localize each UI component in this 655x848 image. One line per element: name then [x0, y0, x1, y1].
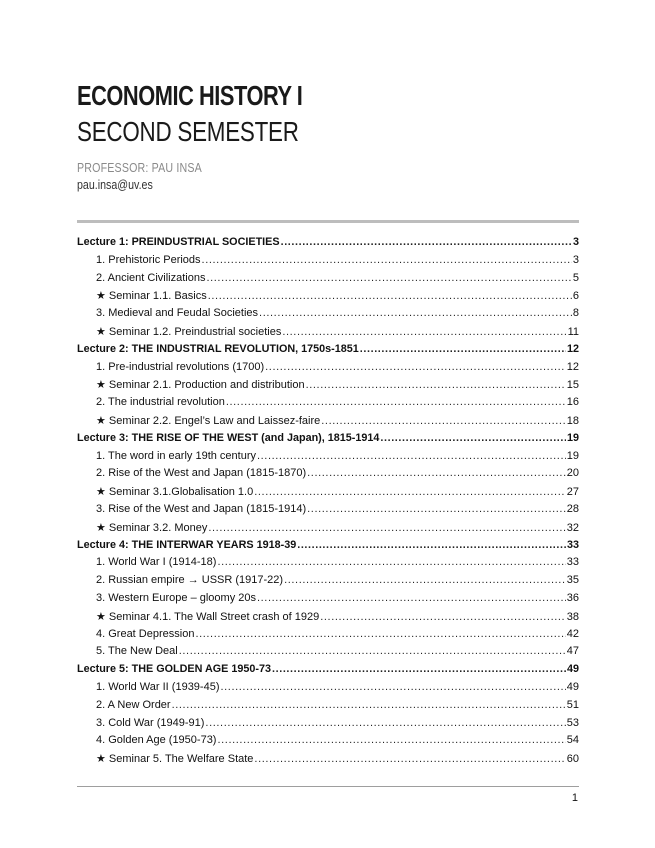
toc-entry[interactable] — [77, 289, 579, 307]
toc-entry-label: ★ Seminar 1.2. Preindustrial societies — [96, 325, 282, 338]
dot-leader — [205, 717, 565, 729]
dot-leader — [307, 467, 566, 479]
toc-entry-page: 8 — [572, 307, 579, 320]
dot-leader — [217, 556, 565, 568]
toc-entry-label: 2. Russian empire → USSR (1917-22) — [96, 574, 284, 587]
toc-entry-label: 4. Golden Age (1950-73) — [96, 734, 217, 747]
toc-entry-page: 38 — [566, 610, 579, 623]
toc-entry-label: ★ Seminar 5. The Welfare State — [96, 753, 254, 766]
toc-entry-label: ★ Seminar 3.2. Money — [96, 521, 208, 534]
title-block — [77, 78, 582, 192]
toc-entry-label: Lecture 3: THE RISE OF THE WEST (and Japan), 1815-1914 — [77, 431, 380, 444]
dot-leader — [226, 396, 566, 408]
toc-entry-page: 33 — [566, 556, 579, 569]
toc-entry-page: 36 — [566, 591, 579, 604]
dot-leader — [254, 486, 566, 498]
toc-entry[interactable] — [77, 699, 579, 717]
toc-entry-label: ★ Seminar 2.1. Production and distribution — [96, 379, 305, 392]
toc-entry[interactable] — [77, 361, 579, 379]
toc-entry-page: 33 — [566, 538, 579, 551]
toc-entry-label: 3. Medieval and Feudal Societies — [96, 307, 259, 320]
dot-leader — [307, 503, 566, 515]
toc-entry[interactable] — [77, 307, 579, 325]
dot-leader — [217, 734, 565, 746]
toc-entry-page: 18 — [566, 414, 579, 427]
dot-leader — [281, 236, 572, 248]
toc-entry[interactable] — [77, 610, 579, 628]
toc-entry-label: 1. World War I (1914-18) — [96, 556, 217, 569]
toc-entry-page: 47 — [566, 645, 579, 658]
toc-entry-label: 1. Prehistoric Periods — [96, 253, 201, 266]
toc-entry-label: 5. The New Deal — [96, 645, 178, 658]
dot-leader — [257, 592, 566, 604]
toc-entry-page: 49 — [566, 680, 579, 693]
toc-entry-page: 15 — [566, 379, 579, 392]
toc-entry-page: 5 — [572, 271, 579, 284]
toc-lecture-entry[interactable] — [77, 539, 579, 557]
toc-entry-label: 1. Pre-industrial revolutions (1700) — [96, 360, 265, 373]
professor-line: PROFESSOR: PAU INSA — [77, 160, 202, 175]
toc-entry[interactable] — [77, 574, 579, 592]
dot-leader — [282, 326, 566, 338]
toc-entry-page: 20 — [566, 467, 579, 480]
toc-entry[interactable] — [77, 645, 579, 663]
toc-entry-page: 19 — [566, 449, 579, 462]
page-number: 1 — [571, 792, 578, 804]
dot-leader — [284, 574, 566, 586]
document-title: ECONOMIC HISTORY I — [77, 80, 303, 111]
dot-leader — [206, 272, 571, 284]
dot-leader — [297, 539, 566, 551]
toc-entry-label: 3. Rise of the West and Japan (1815-1914) — [96, 502, 307, 515]
toc-entry-label: 2. Ancient Civilizations — [96, 271, 206, 284]
toc-entry-page: 53 — [566, 716, 579, 729]
toc-entry-label: ★ Seminar 3.1.Globalisation 1.0 — [96, 486, 254, 499]
table-of-contents — [77, 236, 579, 770]
toc-entry-label: 1. World War II (1939-45) — [96, 680, 220, 693]
toc-entry[interactable] — [77, 717, 579, 735]
toc-entry[interactable] — [77, 396, 579, 414]
dot-leader — [208, 522, 565, 534]
toc-entry-page: 49 — [566, 663, 579, 676]
dot-leader — [259, 307, 572, 319]
dot-leader — [265, 361, 566, 373]
toc-entry-label: ★ Seminar 2.2. Engel’s Law and Laissez-faire — [96, 414, 321, 427]
toc-entry-page: 6 — [572, 290, 579, 303]
toc-entry-page: 16 — [566, 396, 579, 409]
dot-leader — [321, 415, 565, 427]
toc-entry-page: 28 — [566, 502, 579, 515]
toc-entry-label: ★ Seminar 4.1. The Wall Street crash of 1929 — [96, 610, 320, 623]
toc-entry-label: 4. Great Depression — [96, 627, 195, 640]
toc-entry[interactable] — [77, 592, 579, 610]
dot-leader — [221, 681, 566, 693]
toc-entry[interactable] — [77, 450, 579, 468]
document-subtitle: SECOND SEMESTER — [77, 116, 299, 147]
toc-entry-label: ★ Seminar 1.1. Basics — [96, 290, 207, 303]
toc-lecture-entry[interactable] — [77, 343, 579, 361]
toc-entry-page: 32 — [566, 521, 579, 534]
dot-leader — [306, 379, 566, 391]
toc-entry-label: 3. Cold War (1949-91) — [96, 716, 205, 729]
toc-entry[interactable] — [77, 556, 579, 574]
toc-entry[interactable] — [77, 325, 579, 343]
toc-entry-page: 51 — [566, 698, 579, 711]
dot-leader — [179, 645, 566, 657]
toc-entry[interactable] — [77, 628, 579, 646]
toc-entry[interactable] — [77, 503, 579, 521]
toc-entry-page: 42 — [566, 627, 579, 640]
toc-entry-label: Lecture 2: THE INDUSTRIAL REVOLUTION, 1750s-1851 — [77, 342, 359, 355]
toc-lecture-entry[interactable] — [77, 663, 579, 681]
dot-leader — [172, 699, 566, 711]
footer-divider — [77, 786, 579, 787]
toc-entry[interactable] — [77, 681, 579, 699]
professor-email: pau.insa@uv.es — [77, 177, 153, 192]
toc-entry[interactable] — [77, 734, 579, 752]
dot-leader — [360, 343, 566, 355]
dot-leader — [254, 753, 565, 765]
toc-entry[interactable] — [77, 378, 579, 396]
dot-leader — [257, 450, 566, 462]
toc-entry-label: 3. Western Europe – gloomy 20s — [96, 591, 256, 604]
toc-entry-label: Lecture 5: THE GOLDEN AGE 1950-73 — [77, 663, 272, 676]
toc-entry-page: 35 — [566, 574, 579, 587]
dot-leader — [380, 432, 566, 444]
toc-entry[interactable] — [77, 521, 579, 539]
toc-entry-page: 54 — [566, 734, 579, 747]
dot-leader — [272, 663, 566, 675]
dot-leader — [208, 290, 572, 302]
toc-entry[interactable] — [77, 485, 579, 503]
toc-entry[interactable] — [77, 272, 579, 290]
dot-leader — [320, 611, 566, 623]
toc-entry-label: 2. A New Order — [96, 698, 171, 711]
toc-entry[interactable] — [77, 467, 579, 485]
toc-entry-page: 12 — [566, 360, 579, 373]
toc-lecture-entry[interactable] — [77, 432, 579, 450]
toc-entry-page: 19 — [566, 431, 579, 444]
toc-entry-label: 1. The word in early 19th century — [96, 449, 256, 462]
toc-entry-page: 12 — [566, 342, 579, 355]
dot-leader — [202, 254, 572, 266]
toc-lecture-entry[interactable] — [77, 236, 579, 254]
toc-entry[interactable] — [77, 752, 579, 770]
header-divider — [77, 220, 579, 223]
dot-leader — [195, 628, 565, 640]
toc-entry-label: 2. The industrial revolution — [96, 396, 225, 409]
toc-entry-label: 2. Rise of the West and Japan (1815-1870) — [96, 467, 307, 480]
toc-entry-page: 27 — [566, 486, 579, 499]
toc-entry[interactable] — [77, 254, 579, 272]
toc-entry-page: 3 — [572, 236, 579, 248]
toc-entry[interactable] — [77, 414, 579, 432]
toc-entry-page: 60 — [566, 753, 579, 766]
toc-entry-page: 11 — [567, 325, 579, 338]
toc-entry-label: Lecture 1: PREINDUSTRIAL SOCIETIES — [77, 236, 280, 248]
toc-entry-page: 3 — [572, 253, 579, 266]
toc-entry-label: Lecture 4: THE INTERWAR YEARS 1918-39 — [77, 538, 297, 551]
